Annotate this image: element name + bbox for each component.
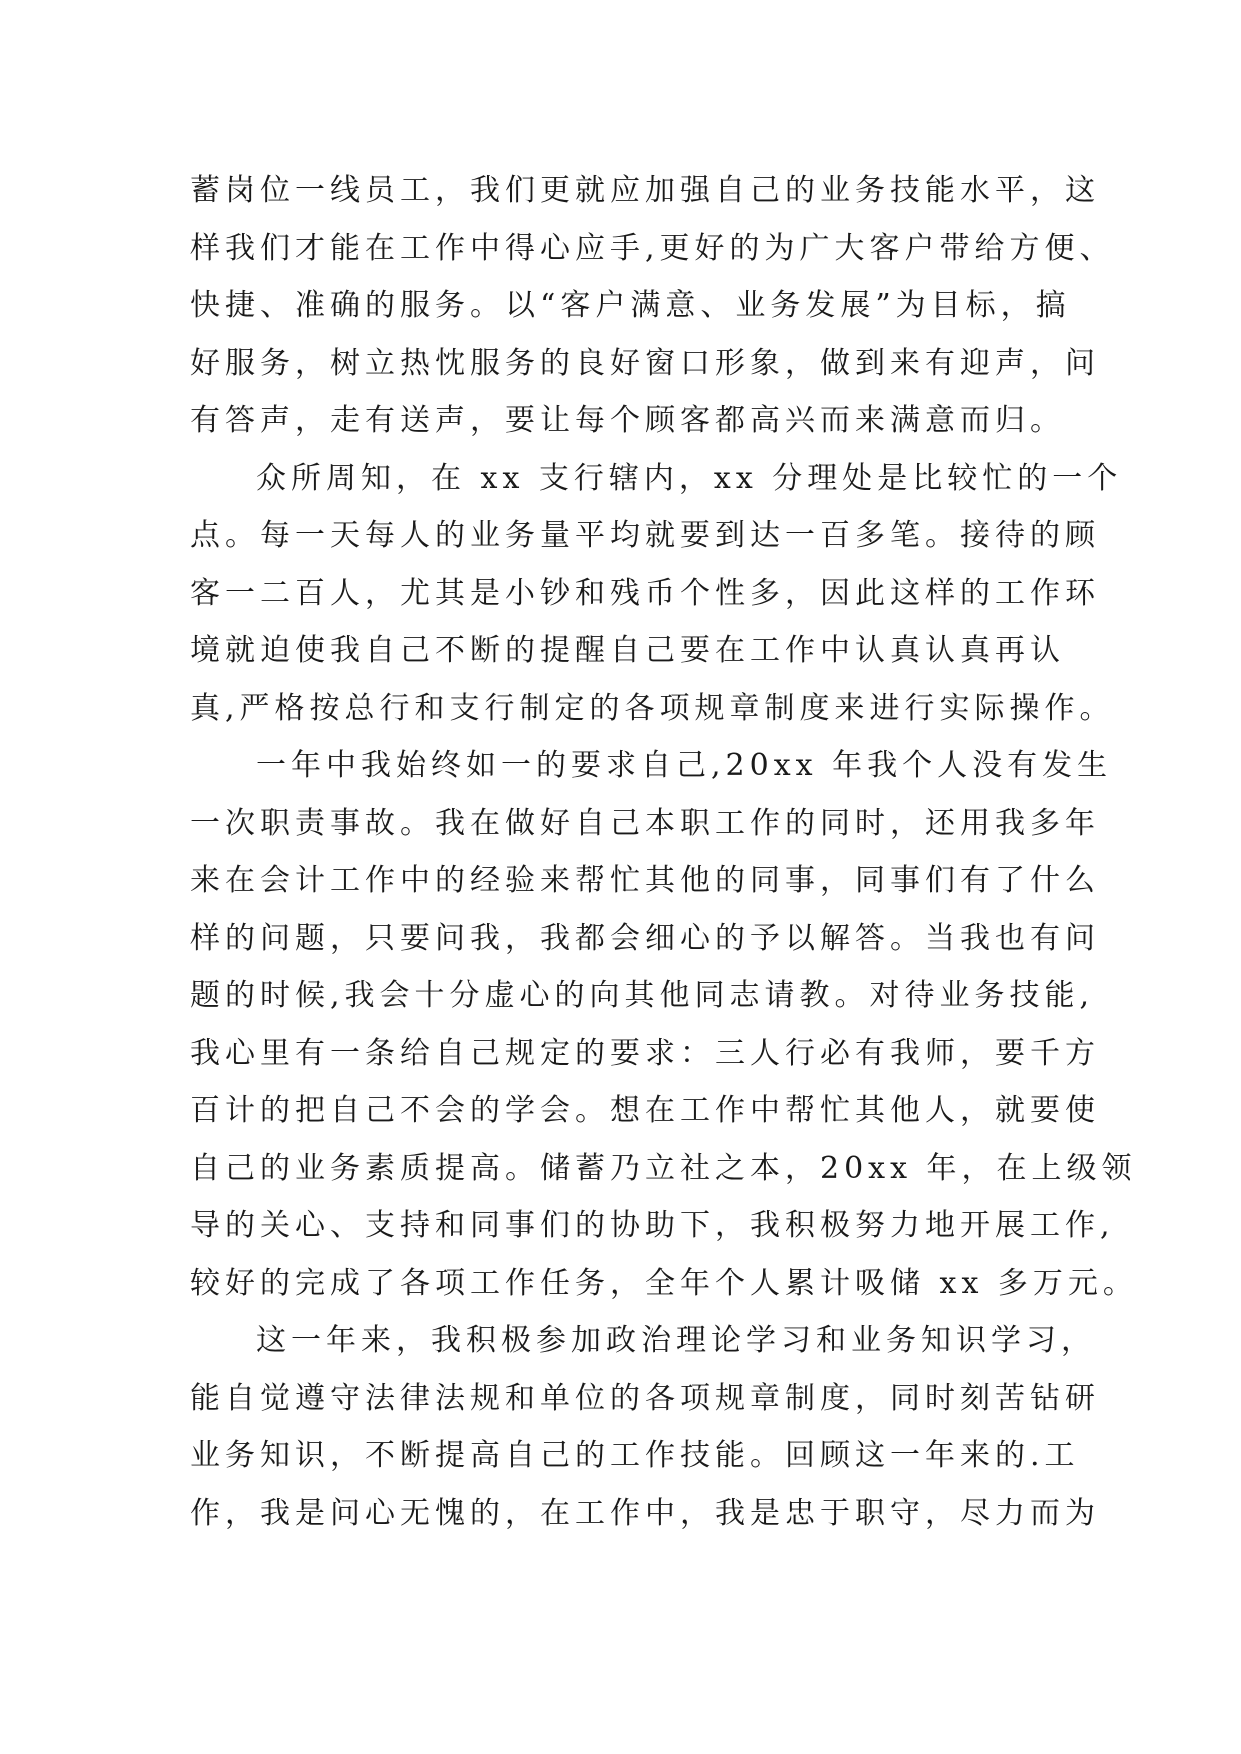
text-line: 能自觉遵守法律法规和单位的各项规章制度，同时刻苦钻研	[190, 1380, 1100, 1416]
text-line: 自己的业务素质提高。储蓄乃立社之本，20xx 年，在上级领	[190, 1150, 1137, 1186]
text-line: 点。每一天每人的业务量平均就要到达一百多笔。接待的顾	[190, 518, 1100, 553]
text-line: 境就迫使我自己不断的提醒自己要在工作中认真认真再认	[190, 633, 1065, 668]
text-line: 一次职责事故。我在做好自己本职工作的同时，还用我多年	[190, 805, 1100, 841]
text-line: 较好的完成了各项工作任务，全年个人累计吸储 xx 多万元。	[190, 1265, 1138, 1301]
text-line: 百计的把自己不会的学会。想在工作中帮忙其他人，就要使	[190, 1093, 1100, 1128]
paragraph-first-line: 众所周知，在 xx 支行辖内，xx 分理处是比较忙的一个	[256, 460, 1123, 496]
text-line: 业务知识，不断提高自己的工作技能。回顾这一年来的.工	[190, 1438, 1080, 1473]
text-line: 作，我是问心无愧的，在工作中，我是忠于职守，尽力而为	[190, 1495, 1100, 1531]
text-line: 好服务，树立热忱服务的良好窗口形象，做到来有迎声，问	[190, 345, 1100, 381]
body-text	[190, 162, 1138, 1542]
text-line: 样的问题，只要问我，我都会细心的予以解答。当我也有问	[190, 920, 1100, 956]
text-line: 快捷、准确的服务。以“客户满意、业务发展”为目标，搞	[190, 288, 1071, 323]
text-line: 样我们才能在工作中得心应手,更好的为广大客户带给方便、	[190, 230, 1115, 266]
text-line: 来在会计工作中的经验来帮忙其他的同事，同事们有了什么	[190, 863, 1100, 898]
text-line: 题的时候,我会十分虚心的向其他同志请教。对待业务技能,	[190, 978, 1095, 1013]
text-line: 客一二百人，尤其是小钞和残币个性多，因此这样的工作环	[190, 575, 1100, 611]
text-line: 有答声，走有送声，要让每个顾客都高兴而来满意而归。	[190, 403, 1065, 438]
text-line: 真,严格按总行和支行制定的各项规章制度来进行实际操作。	[190, 690, 1115, 726]
text-line: 导的关心、支持和同事们的协助下，我积极努力地开展工作,	[190, 1208, 1115, 1243]
text-line: 我心里有一条给自己规定的要求：三人行必有我师，要千方	[190, 1035, 1100, 1071]
paragraph-first-line: 一年中我始终如一的要求自己,20xx 年我个人没有发生	[256, 748, 1113, 783]
text-line: 蓄岗位一线员工，我们更就应加强自己的业务技能水平，这	[190, 173, 1100, 208]
paragraph-first-line: 这一年来，我积极参加政治理论学习和业务知识学习，	[256, 1323, 1096, 1358]
